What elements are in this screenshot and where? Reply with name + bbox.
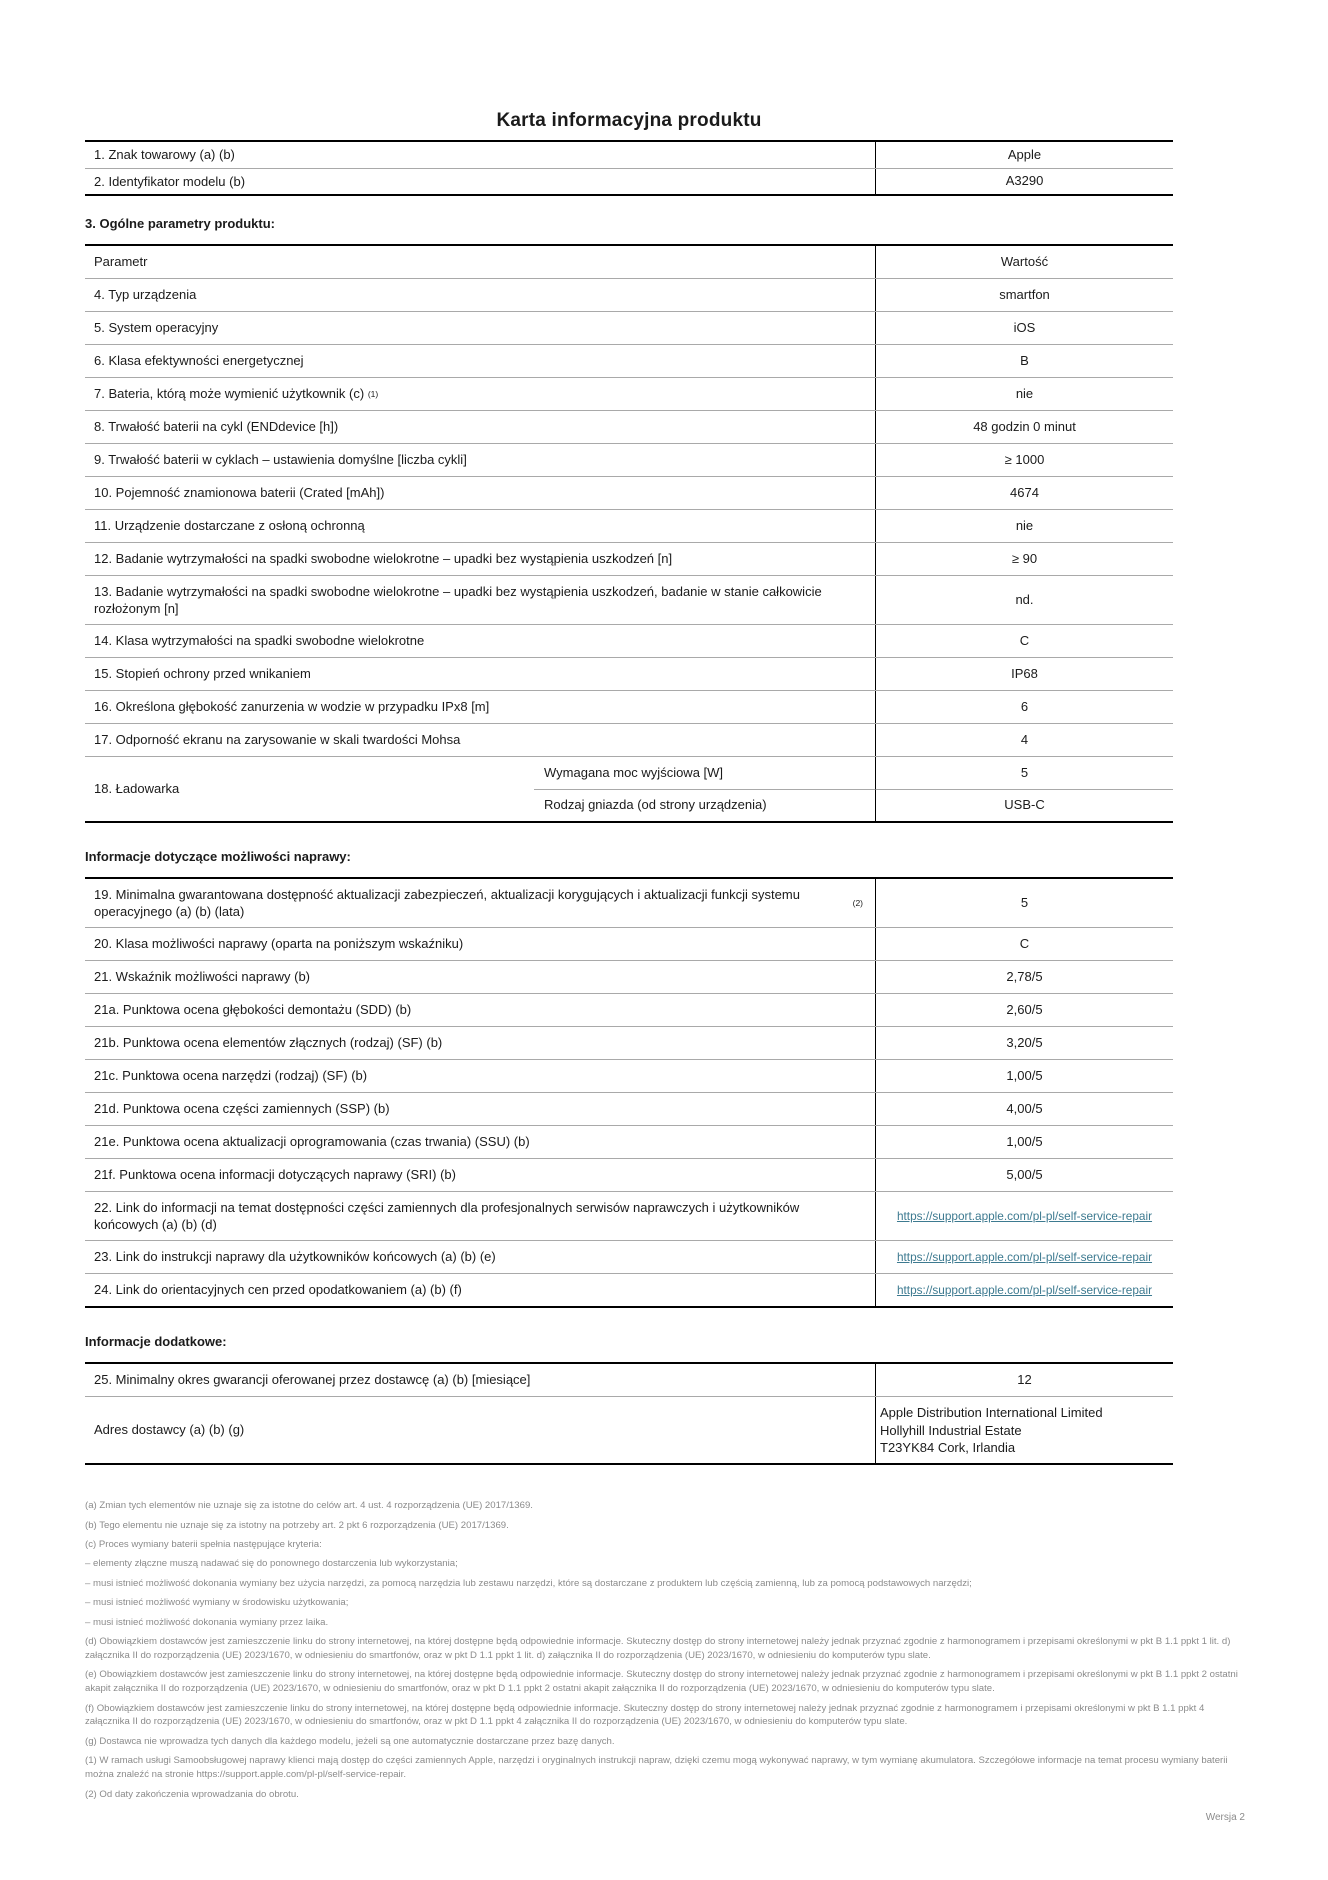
row-value: IP68	[1011, 665, 1038, 681]
row-label	[85, 928, 875, 960]
row-value: smartfon	[999, 286, 1050, 302]
table-row	[85, 960, 1173, 993]
row-value: nie	[1015, 385, 1034, 401]
row-label	[85, 142, 875, 168]
sub-row-value-cell	[875, 789, 1173, 821]
row-value-cell	[875, 142, 1173, 168]
row-value: nie	[1015, 517, 1034, 533]
row-label-text: 21f. Punktowa ocena informacji dotyczących naprawy (SRI) (b)	[94, 1167, 456, 1183]
address-line: T23YK84 Cork, Irlandia	[880, 1439, 1016, 1455]
table-row	[85, 756, 1173, 821]
row-value: nd.	[1015, 591, 1034, 607]
row-value: Apple	[1007, 146, 1042, 162]
sub-row-value-cell	[875, 757, 1173, 789]
column-header-param: Parametr	[94, 254, 148, 270]
row-label-text: 12. Badanie wytrzymałości na spadki swobodne wielokrotne – upadki bez wystąpienia uszkodzeń [n]	[94, 551, 673, 567]
address-line: Hollyhill Industrial Estate	[880, 1422, 1022, 1438]
row-label-text: 21. Wskaźnik możliwości naprawy (b)	[94, 969, 311, 985]
table-row	[85, 142, 1173, 168]
row-label-text: 22. Link do informacji na temat dostępności części zamiennych dla profesjonalnych serwisów naprawczych i użytkowników końcowych (a) (b) (d)	[94, 1199, 800, 1233]
row-value-cell	[875, 994, 1173, 1026]
support-link[interactable]: https://support.apple.com/pl-pl/self-service-repair	[896, 1282, 1153, 1297]
row-label-text: 2. Identyfikator modelu (b)	[94, 173, 246, 189]
row-label-text: 20. Klasa możliwości naprawy (oparta na poniższym wskaźniku)	[94, 936, 464, 952]
row-label	[85, 1274, 875, 1306]
row-value-cell	[875, 1241, 1173, 1273]
row-value: USB-C	[1004, 797, 1045, 813]
row-label	[85, 576, 875, 624]
row-label	[85, 1159, 875, 1191]
row-label	[85, 312, 875, 344]
row-value-cell	[875, 691, 1173, 723]
row-label-text: 7. Bateria, którą może wymienić użytkownik (c)	[94, 386, 365, 402]
row-label-text: 19. Minimalna gwarantowana dostępność aktualizacji zabezpieczeń, aktualizacji korygujących i aktualizacji funkcji systemu operacyjnego (a) (b) (lata)	[94, 886, 800, 920]
footnote: (c) Proces wymiany baterii spełnia następujące kryteria:	[85, 1538, 322, 1550]
footnote: (a) Zmian tych elementów nie uznaje się za istotne do celów art. 4 ust. 4 rozporządzenia (UE) 2017/1369.	[85, 1500, 533, 1512]
table-row	[85, 1092, 1173, 1125]
table-row	[85, 1273, 1173, 1306]
row-label	[85, 724, 875, 756]
sections-container	[85, 216, 1173, 1465]
row-label	[85, 543, 875, 575]
row-label-text: 11. Urządzenie dostarczane z osłoną ochronną	[94, 518, 365, 534]
row-label: 7. Bateria, którą może wymienić użytkownik (c) (1)	[94, 386, 379, 402]
footnote: – musi istnieć możliwość dokonania wymiany przez laika.	[85, 1616, 329, 1628]
table-row	[85, 344, 1173, 377]
parameters-table	[85, 1362, 1173, 1465]
row-label	[85, 477, 875, 509]
row-value: ≥ 90	[1011, 550, 1038, 566]
row-label-text: 16. Określona głębokość zanurzenia w wodzie w przypadku IPx8 [m]	[94, 699, 490, 715]
footnote: – elementy złączne muszą nadawać się do ponownego dostarczenia lub wykorzystania;	[85, 1558, 458, 1570]
row-value-cell	[875, 1027, 1173, 1059]
row-value: 2,78/5	[1006, 968, 1043, 984]
footnote: (f) Obowiązkiem dostawców jest zamieszczenie linku do strony internetowej, na której dostępne będą odpowiednie informacje. Skuteczny dostęp do strony internetowej należy jednak przyznać zgodnie z harmonogramem i przepisami określonymi w pkt B 1.1 ppkt 4 załącznika II do rozporządzenia (UE) 2023/1670, w odniesieniu do smartfonów, oraz w pkt D 1.1 ppkt 4 załącznika II do rozporządzenia (UE) 2023/1670, w odniesieniu do komputerów typu slate.	[85, 1702, 1205, 1728]
footnote: – musi istnieć możliwość dokonania wymiany bez użycia narzędzi, za pomocą narzędzia lub zestawu narzędzi, które są dostarczane z produktem lub częścią zamienną, lub za pomocą podstawowych narzędzi;	[85, 1577, 972, 1589]
row-value: ≥ 1000	[1004, 451, 1045, 467]
row-value-cell	[875, 1397, 1173, 1463]
section-heading: Informacje dodatkowe:	[85, 1334, 227, 1350]
row-value: B	[1020, 352, 1029, 368]
row-label	[85, 279, 875, 311]
row-label-text: 17. Odporność ekranu na zarysowanie w skali twardości Mohsa	[94, 732, 461, 748]
section-heading: 3. Ogólne parametry produktu:	[85, 216, 275, 232]
table-row	[85, 311, 1173, 344]
row-value-cell	[875, 658, 1173, 690]
row-label	[85, 691, 875, 723]
sub-row-label: Wymagana moc wyjściowa [W]	[544, 764, 724, 780]
row-value-cell	[875, 879, 1173, 927]
section-heading: Informacje dotyczące możliwości naprawy:	[85, 849, 351, 865]
row-label-text: 13. Badanie wytrzymałości na spadki swobodne wielokrotne – upadki bez wystąpienia uszkodzeń, badanie w stanie całkowicie rozłożonym [n]	[94, 583, 822, 617]
row-label	[85, 1027, 875, 1059]
row-label	[85, 411, 875, 443]
row-value-cell	[875, 543, 1173, 575]
row-label-text: 6. Klasa efektywności energetycznej	[94, 353, 304, 369]
table-row	[85, 377, 1173, 410]
row-value: C	[1019, 632, 1030, 648]
row-label-text: 21c. Punktowa ocena narzędzi (rodzaj) (SF) (b)	[94, 1068, 368, 1084]
row-label	[85, 1126, 875, 1158]
footnote: (2) Od daty zakończenia wprowadzania do obrotu.	[85, 1788, 299, 1800]
row-label-text: 18. Ładowarka	[94, 781, 180, 797]
row-value: 1,00/5	[1006, 1133, 1043, 1149]
support-link[interactable]: https://support.apple.com/pl-pl/self-service-repair	[896, 1208, 1153, 1223]
row-value: A3290	[1005, 173, 1044, 189]
parameters-table	[85, 877, 1173, 1308]
table-row	[85, 1059, 1173, 1092]
row-value-cell	[875, 279, 1173, 311]
row-value-cell	[875, 312, 1173, 344]
table-row	[85, 723, 1173, 756]
table-row	[85, 624, 1173, 657]
row-label-text: Adres dostawcy (a) (b) (g)	[94, 1422, 245, 1438]
row-label	[85, 658, 875, 690]
column-header-value	[875, 246, 1173, 278]
row-label-text: 25. Minimalny okres gwarancji oferowanej przez dostawcę (a) (b) [miesiące]	[94, 1372, 531, 1388]
row-label-text: 21a. Punktowa ocena głębokości demontażu (SDD) (b)	[94, 1002, 412, 1018]
row-label-text: 21e. Punktowa ocena aktualizacji oprogramowania (czas trwania) (SSU) (b)	[94, 1134, 530, 1150]
table-row	[85, 690, 1173, 723]
support-link[interactable]: https://support.apple.com/pl-pl/self-service-repair	[896, 1249, 1153, 1264]
table-row	[85, 278, 1173, 311]
table-row	[85, 443, 1173, 476]
row-value-cell	[875, 411, 1173, 443]
row-value-cell	[875, 625, 1173, 657]
row-label	[85, 1060, 875, 1092]
row-label	[85, 994, 875, 1026]
row-label-text: 24. Link do orientacyjnych cen przed opodatkowaniem (a) (b) (f)	[94, 1282, 462, 1298]
row-label	[85, 1192, 875, 1240]
footnote: (d) Obowiązkiem dostawców jest zamieszczenie linku do strony internetowej, na której dostępne będą odpowiednie informacje. Skuteczny dostęp do strony internetowej należy jednak przyznać zgodnie z harmonogramem i przepisami określonymi w pkt B 1.1 ppkt 1 lit. d) załącznika II do rozporządzenia (UE) 2023/1670, w odniesieniu do smartfonów, oraz w pkt D 1.1 ppkt 1 lit. d) załącznika II do rozporządzenia (UE) 2023/1670, w odniesieniu do komputerów typu slate.	[85, 1635, 1231, 1661]
row-value-cell	[875, 724, 1173, 756]
row-value: 5	[1020, 764, 1029, 780]
row-value-cell	[875, 1364, 1173, 1396]
row-value-cell	[875, 477, 1173, 509]
row-label	[85, 961, 875, 993]
row-value: 1,00/5	[1006, 1067, 1043, 1083]
row-value: 6	[1020, 698, 1029, 714]
row-label-text: 1. Znak towarowy (a) (b)	[94, 147, 235, 162]
row-value-cell	[875, 1274, 1173, 1306]
row-label-text: 21d. Punktowa ocena części zamiennych (SSP) (b)	[94, 1101, 390, 1117]
row-value-cell	[875, 1093, 1173, 1125]
table-row	[85, 575, 1173, 624]
row-label-text: 21b. Punktowa ocena elementów złącznych (rodzaj) (SF) (b)	[94, 1035, 443, 1051]
table-row	[85, 1158, 1173, 1191]
row-value: 48 godzin 0 minut	[973, 418, 1076, 434]
footnote: (1) W ramach usługi Samoobsługowej naprawy klienci mają dostęp do części zamiennych Apple, narzędzi i oryginalnych instrukcji napraw, dzięki czemu mogą wykonywać naprawy, w tym wymianę akumulatora. Szczegółowe informacje na temat procesu wymiany baterii można znaleźć na stronie https://support.apple.com/pl-pl/self-service-repair.	[85, 1755, 1228, 1781]
table-row	[85, 1026, 1173, 1059]
table-row	[85, 879, 1173, 927]
footnote: (e) Obowiązkiem dostawców jest zamieszczenie linku do strony internetowej, na której dostępne będą odpowiednie informacje. Skuteczny dostęp do strony internetowej należy jednak przyznać zgodnie z harmonogramem i przepisami określonymi w pkt B 1.1 ppkt 2 ostatni akapit załącznika II do rozporządzenia (UE) 2023/1670, w odniesieniu do smartfonów, oraz w pkt D 1.1 ppkt 2 ostatni akapit załącznika II do rozporządzenia (UE) 2023/1670, w odniesieniu do komputerów typu slate.	[85, 1669, 1238, 1695]
identification-table	[85, 140, 1173, 196]
row-label	[85, 1241, 875, 1273]
table-row	[85, 1240, 1173, 1273]
row-label-text: 5. System operacyjny	[94, 320, 219, 336]
table-row	[85, 476, 1173, 509]
table-row	[85, 927, 1173, 960]
row-value: 2,60/5	[1006, 1001, 1043, 1017]
row-label	[85, 169, 875, 195]
row-value: C	[1019, 935, 1030, 951]
row-value: 4,00/5	[1006, 1100, 1043, 1116]
version-label: Wersja 2	[1205, 1811, 1245, 1823]
table-row	[85, 542, 1173, 575]
table-row	[85, 1364, 1173, 1396]
row-label	[85, 1093, 875, 1125]
sub-row-label: Rodzaj gniazda (od strony urządzenia)	[534, 789, 875, 821]
row-value-cell	[875, 1126, 1173, 1158]
row-label	[85, 444, 875, 476]
table-header-row	[85, 246, 1173, 278]
row-label	[85, 757, 534, 821]
row-value-cell	[875, 1060, 1173, 1092]
row-value-cell	[875, 169, 1173, 195]
table-row	[85, 1191, 1173, 1240]
row-label-text: 9. Trwałość baterii w cyklach – ustawienia domyślne [liczba cykli]	[94, 452, 467, 468]
row-value: 4674	[1010, 484, 1039, 500]
row-value: 5,00/5	[1006, 1166, 1043, 1182]
row-label	[85, 345, 875, 377]
row-label-text: 10. Pojemność znamionowa baterii (Crated [mAh])	[94, 485, 385, 501]
table-row	[85, 410, 1173, 443]
row-value-cell	[875, 928, 1173, 960]
footnote: – musi istnieć możliwość wymiany w środowisku użytkowania;	[85, 1597, 349, 1609]
footnotes	[85, 1499, 1245, 1801]
row-label-text: 15. Stopień ochrony przed wnikaniem	[94, 666, 311, 682]
table-row	[85, 1396, 1173, 1463]
row-label	[85, 625, 875, 657]
table-row	[85, 509, 1173, 542]
column-header-value-text: Wartość	[1000, 253, 1049, 269]
table-row	[85, 1125, 1173, 1158]
row-label-text: 14. Klasa wytrzymałości na spadki swobodne wielokrotne	[94, 633, 425, 649]
footnote: (g) Dostawca nie wprowadza tych danych dla każdego modelu, jeżeli są one automatycznie dostarczane przez bazę danych.	[85, 1735, 615, 1747]
product-info-sheet	[85, 0, 1245, 1823]
table-row	[85, 168, 1173, 195]
row-value-cell	[875, 1159, 1173, 1191]
parameters-table	[85, 244, 1173, 823]
row-value-cell	[875, 576, 1173, 624]
row-value: iOS	[1013, 319, 1036, 335]
row-label-text: 4. Typ urządzenia	[94, 287, 197, 303]
row-value: 12	[1017, 1371, 1032, 1387]
row-value: 5	[1020, 894, 1029, 910]
row-label-text: 23. Link do instrukcji naprawy dla użytkowników końcowych (a) (b) (e)	[94, 1249, 496, 1265]
row-value-cell	[875, 510, 1173, 542]
row-value-cell	[875, 1192, 1173, 1240]
table-row	[85, 993, 1173, 1026]
row-value: 3,20/5	[1006, 1034, 1043, 1050]
row-value-cell	[875, 378, 1173, 410]
footnote: (b) Tego elementu nie uznaje się za istotny na potrzeby art. 2 pkt 6 rozporządzenia (UE) 2017/1369.	[85, 1519, 509, 1531]
row-value-cell	[875, 961, 1173, 993]
page-title: Karta informacyjna produktu	[496, 110, 762, 131]
table-row	[85, 657, 1173, 690]
row-label	[85, 1364, 875, 1396]
row-label	[85, 510, 875, 542]
row-label-text: 8. Trwałość baterii na cykl (ENDdevice [h])	[94, 419, 339, 435]
row-value-cell	[875, 345, 1173, 377]
row-label: 19. Minimalna gwarantowana dostępność aktualizacji zabezpieczeń, aktualizacji korygujących i aktualizacji funkcji systemu operacyjnego (a) (b) (lata) (2)	[94, 886, 863, 920]
row-label	[85, 1397, 875, 1463]
row-value: 4	[1020, 731, 1029, 747]
address-line: Apple Distribution International Limited	[880, 1405, 1103, 1421]
row-value-cell	[875, 444, 1173, 476]
